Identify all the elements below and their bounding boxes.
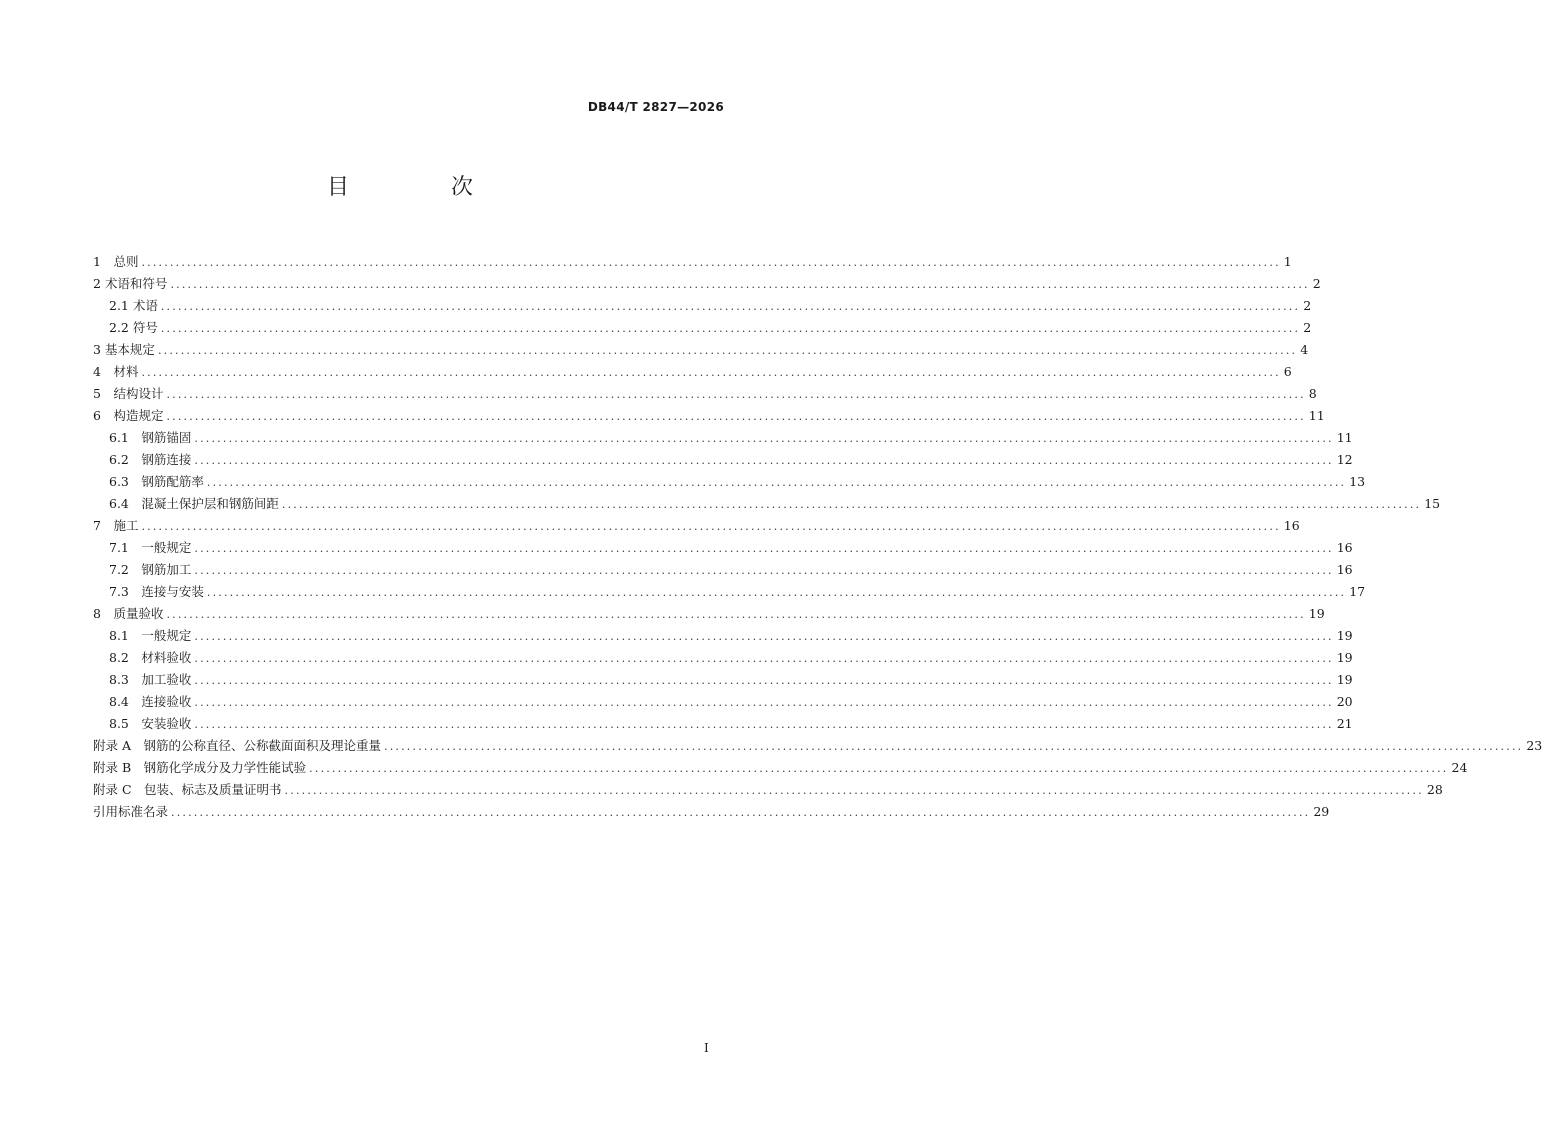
toc-entry-label: 附录 C 包装、标志及质量证明书	[93, 782, 282, 797]
toc-entry-page: 4	[1300, 342, 1309, 357]
toc-entry[interactable]	[93, 779, 1443, 801]
toc-entry-page: 11	[1336, 430, 1353, 445]
toc-entry-label: 5 结构设计	[93, 386, 164, 401]
toc-entry[interactable]	[93, 691, 1353, 713]
toc-entry[interactable]	[93, 647, 1353, 669]
toc-entry-label: 附录 A 钢筋的公称直径、公称截面面积及理论重量	[93, 738, 382, 753]
toc-entry-page: 23	[1526, 738, 1542, 753]
toc-entry-label: 6.4 混凝土保护层和钢筋间距	[109, 496, 279, 511]
toc-entry-page: 6	[1283, 364, 1292, 379]
toc-dot-leader: ........................................................................................................................................................................................................	[194, 718, 1334, 731]
toc-dot-leader: ........................................................................................................................................................................................................	[309, 762, 1449, 775]
toc-entry-label: 4 材料	[93, 364, 139, 379]
toc-entry[interactable]	[93, 625, 1353, 647]
toc-entry-page: 12	[1336, 452, 1353, 467]
toc-entry-label: 2.2 符号	[109, 320, 158, 335]
toc-dot-leader: ........................................................................................................................................................................................................	[166, 410, 1306, 423]
toc-entry-page: 2	[1312, 276, 1321, 291]
toc-entry[interactable]	[93, 603, 1325, 625]
toc-dot-leader: ........................................................................................................................................................................................................	[194, 454, 1334, 467]
toc-entry-label: 8.3 加工验收	[109, 672, 192, 687]
toc-entry[interactable]	[93, 471, 1366, 493]
toc-entry[interactable]	[93, 669, 1353, 691]
toc-entry-page: 13	[1349, 474, 1366, 489]
toc-dot-leader: ........................................................................................................................................................................................................	[194, 564, 1334, 577]
toc-entry-label: 8 质量验收	[93, 606, 164, 621]
toc-entry-label: 1 总则	[93, 254, 139, 269]
toc-dot-leader: ........................................................................................................................................................................................................	[194, 630, 1334, 643]
toc-entry-page: 1	[1283, 254, 1292, 269]
toc-dot-leader: ........................................................................................................................................................................................................	[194, 542, 1334, 555]
toc-entry-page: 24	[1451, 760, 1468, 775]
toc-entry-page: 8	[1308, 386, 1317, 401]
toc-entry-label: 6.3 钢筋配筋率	[109, 474, 204, 489]
toc-entry[interactable]	[93, 515, 1300, 537]
toc-dot-leader: ........................................................................................................................................................................................................	[194, 696, 1334, 709]
toc-entry[interactable]	[93, 273, 1321, 295]
toc-entry[interactable]	[93, 427, 1353, 449]
toc-entry-label: 7.3 连接与安装	[109, 584, 204, 599]
toc-entry-label: 6 构造规定	[93, 408, 164, 423]
toc-entry-label: 8.4 连接验收	[109, 694, 192, 709]
toc-entry[interactable]	[93, 339, 1309, 361]
toc-entry-label: 6.1 钢筋锚固	[109, 430, 192, 445]
toc-entry-page: 19	[1336, 650, 1353, 665]
toc-entry-page: 16	[1283, 518, 1300, 533]
toc-entry[interactable]	[93, 537, 1353, 559]
toc-entry-label: 8.5 安装验收	[109, 716, 192, 731]
toc-entry[interactable]	[93, 493, 1441, 515]
page-number: I	[704, 1041, 709, 1055]
toc-entry-page: 15	[1424, 496, 1441, 511]
toc-entry-page: 19	[1336, 672, 1353, 687]
toc-entry-label: 7.1 一般规定	[109, 540, 192, 555]
toc-entry[interactable]	[93, 735, 1542, 757]
toc-dot-leader: ........................................................................................................................................................................................................	[160, 300, 1301, 313]
toc-entry-label: 3 基本规定	[93, 342, 155, 357]
toc-entry-label: 7 施工	[93, 518, 139, 533]
toc-entry[interactable]	[93, 581, 1366, 603]
toc-entry[interactable]	[93, 757, 1468, 779]
toc-entry[interactable]	[93, 405, 1325, 427]
toc-dot-leader: ........................................................................................................................................................................................................	[206, 586, 1347, 599]
document-code: DB44/T 2827—2026	[587, 100, 724, 114]
toc-dot-leader: ........................................................................................................................................................................................................	[194, 674, 1334, 687]
toc-entry-page: 28	[1426, 782, 1443, 797]
toc-dot-leader: ........................................................................................................................................................................................................	[170, 278, 1310, 291]
toc-dot-leader: ........................................................................................................................................................................................................	[206, 476, 1347, 489]
table-of-contents	[93, 251, 1542, 823]
toc-dot-leader: ........................................................................................................................................................................................................	[284, 784, 1424, 797]
toc-entry[interactable]	[93, 295, 1312, 317]
toc-entry-page: 16	[1336, 562, 1353, 577]
toc-dot-leader: ........................................................................................................................................................................................................	[166, 608, 1306, 621]
toc-entry-label: 引用标准名录	[93, 804, 169, 819]
toc-entry-page: 16	[1336, 540, 1353, 555]
toc-dot-leader: ........................................................................................................................................................................................................	[141, 520, 1281, 533]
toc-entry[interactable]	[93, 383, 1317, 405]
toc-entry-label: 8.2 材料验收	[109, 650, 192, 665]
toc-entry[interactable]	[93, 361, 1292, 383]
toc-entry[interactable]	[93, 801, 1330, 823]
toc-dot-leader: ........................................................................................................................................................................................................	[160, 322, 1301, 335]
toc-entry[interactable]	[93, 449, 1353, 471]
toc-entry-page: 21	[1336, 716, 1353, 731]
toc-entry[interactable]	[93, 559, 1353, 581]
toc-entry[interactable]	[93, 317, 1312, 339]
toc-dot-leader: ........................................................................................................................................................................................................	[194, 432, 1334, 445]
toc-dot-leader: ........................................................................................................................................................................................................	[141, 366, 1281, 379]
toc-dot-leader: ........................................................................................................................................................................................................	[171, 806, 1311, 819]
toc-dot-leader: ........................................................................................................................................................................................................	[384, 740, 1524, 753]
toc-entry-page: 29	[1313, 804, 1330, 819]
toc-entry-page: 2	[1303, 298, 1312, 313]
toc-dot-leader: ........................................................................................................................................................................................................	[194, 652, 1334, 665]
toc-entry-page: 19	[1336, 628, 1353, 643]
toc-entry-label: 附录 B 钢筋化学成分及力学性能试验	[93, 760, 307, 775]
toc-entry-label: 2 术语和符号	[93, 276, 168, 291]
toc-dot-leader: ........................................................................................................................................................................................................	[281, 498, 1422, 511]
toc-entry-label: 8.1 一般规定	[109, 628, 192, 643]
toc-entry[interactable]	[93, 713, 1353, 735]
toc-entry-page: 2	[1303, 320, 1312, 335]
toc-entry-label: 2.1 术语	[109, 298, 158, 313]
toc-dot-leader: ........................................................................................................................................................................................................	[141, 256, 1281, 269]
toc-entry-page: 17	[1349, 584, 1366, 599]
toc-entry-label: 6.2 钢筋连接	[109, 452, 192, 467]
toc-entry-page: 20	[1336, 694, 1353, 709]
toc-dot-leader: ........................................................................................................................................................................................................	[157, 344, 1298, 357]
toc-entry-page: 11	[1308, 408, 1325, 423]
toc-entry-label: 7.2 钢筋加工	[109, 562, 192, 577]
page-title: 目 次	[326, 175, 513, 200]
toc-entry-page: 19	[1308, 606, 1325, 621]
toc-dot-leader: ........................................................................................................................................................................................................	[166, 388, 1306, 401]
toc-entry[interactable]	[93, 251, 1292, 273]
